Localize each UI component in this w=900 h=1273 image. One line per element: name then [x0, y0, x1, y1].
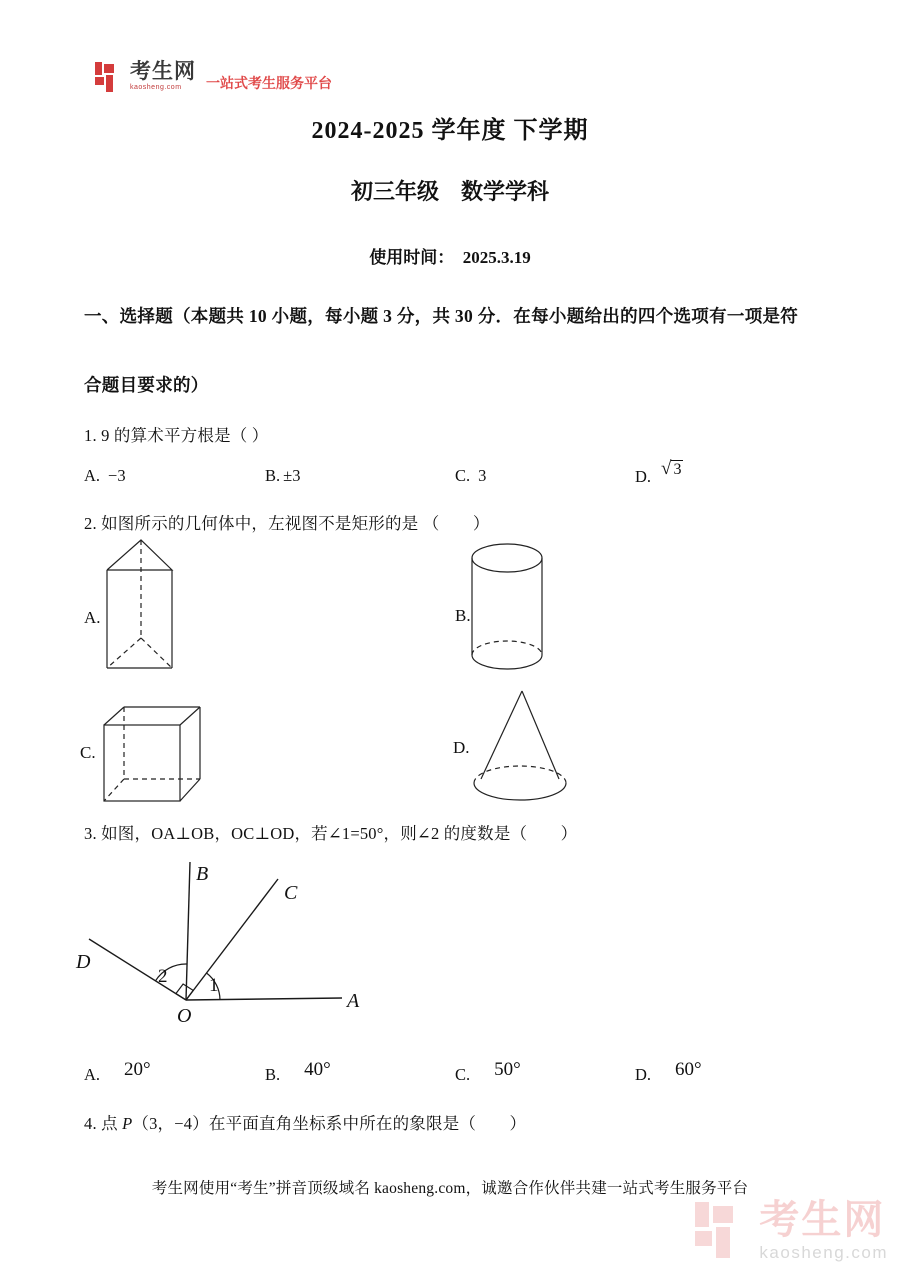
question-3-options: [0, 1059, 900, 1098]
sqrt-3-expression: √ 3: [661, 458, 682, 479]
section-heading-line1: 一、选择题（本题共 10 小题，每小题 3 分，共 30 分．在每小题给出的四个选项有一项是符: [84, 306, 799, 326]
footer-text: 考生网使用“考生”拼音顶级域名 kaosheng.com，诚邀合作伙伴共建一站式考生服务平台: [151, 1180, 749, 1197]
q2-shape-d-label: D.: [453, 738, 470, 757]
watermark-logo-icon: [693, 1200, 751, 1260]
q1-option-b: B. ±3: [265, 466, 301, 485]
section-heading-line2: 合题目要求的）: [84, 375, 209, 395]
label-D: D: [76, 951, 91, 973]
label-angle-2: 2: [158, 966, 168, 987]
cube-figure: [98, 701, 202, 805]
cylinder-figure: [468, 541, 546, 673]
q1-option-d: D. √ 3: [635, 458, 682, 486]
question-3-text: 3. 如图，OA⊥OB，OC⊥OD，若∠1=50°，则∠2 的度数是（ ）: [84, 824, 578, 843]
ray-OD: [89, 939, 186, 1000]
q3-option-c: C. 50°: [455, 1059, 521, 1084]
logo-domain-text: kaosheng.com: [130, 84, 182, 91]
question-1-text: 1. 9 的算术平方根是（ ）: [84, 426, 269, 445]
ray-OA: [186, 998, 342, 1000]
q3-option-d: D. 60°: [635, 1059, 702, 1084]
exam-title-grade-subject: 初三年级 数学学科: [350, 179, 549, 204]
label-B: B: [196, 863, 209, 885]
q1-option-a: A. −3: [84, 466, 126, 485]
exam-title-year: 2024-2025 学年度 下学期: [311, 118, 589, 144]
ray-OC: [186, 879, 278, 1000]
question-1-options: [0, 458, 900, 500]
watermark-brand-text: 考生网: [759, 1198, 886, 1242]
label-C: C: [284, 882, 298, 904]
triangular-prism-figure: [103, 538, 175, 674]
kaosheng-logo-icon: [94, 61, 125, 94]
cone-figure: [468, 687, 570, 805]
q2-shape-b-label: B.: [455, 606, 471, 625]
q3-option-b: B. 40°: [265, 1059, 331, 1084]
kaosheng-logo: [94, 61, 332, 94]
q2-shape-c-label: C.: [80, 743, 96, 762]
question-2-text: 2. 如图所示的几何体中，左视图不是矩形的是 （ ）: [84, 514, 490, 533]
q2-shape-a-label: A.: [84, 608, 101, 627]
q1-option-c: C. 3: [455, 466, 487, 485]
right-angle-mark: [176, 984, 193, 1000]
ray-OB: [186, 862, 190, 1000]
label-A: A: [347, 990, 360, 1012]
logo-tagline: 一站式考生服务平台: [206, 75, 332, 91]
exam-usage-time: 使用时间： 2025.3.19: [369, 248, 531, 267]
angle-figure: [70, 855, 370, 1027]
point-P: P: [122, 1114, 133, 1133]
question-4-text: 4. 点 P（3，−4）在平面直角坐标系中所在的象限是（ ）: [84, 1114, 527, 1133]
q3-option-a: A. 20°: [84, 1059, 151, 1084]
kaosheng-watermark: [693, 1200, 888, 1261]
watermark-domain-text: kaosheng.com: [759, 1243, 888, 1262]
label-angle-1: 1: [209, 975, 219, 996]
label-O: O: [177, 1005, 192, 1027]
logo-brand-text: 考生网: [130, 60, 196, 83]
